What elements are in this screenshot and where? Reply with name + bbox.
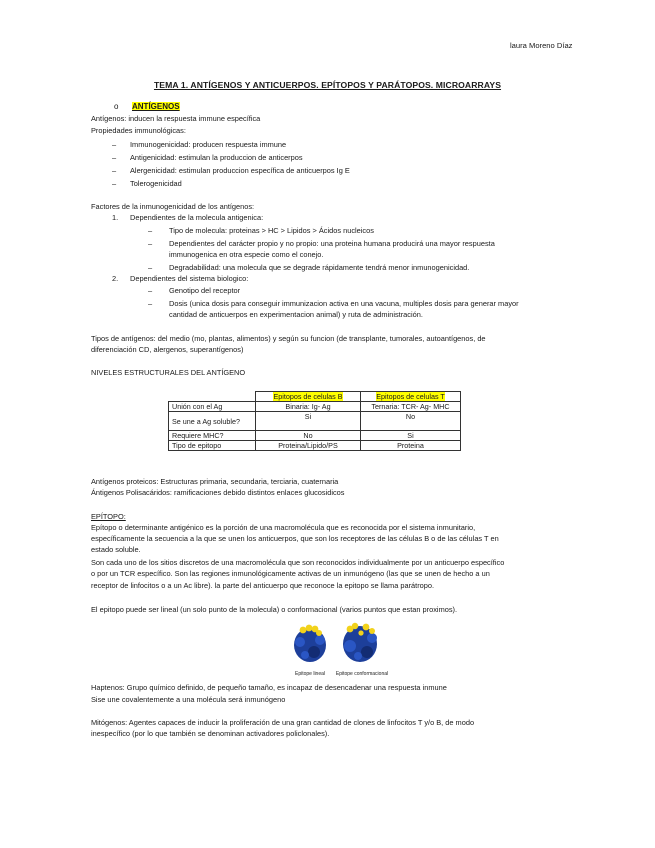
- factor-1-item: Tipo de molecula: proteinas > HC > Lipidos > Ácidos nucleicos: [169, 226, 374, 235]
- list-number: 1.: [112, 213, 119, 222]
- table-cell: Proteina/Lipido/PS: [256, 441, 361, 451]
- row-label: Unión con el Ag: [169, 402, 256, 412]
- table-header-row: [169, 392, 461, 402]
- dash-bullet: –: [112, 179, 117, 188]
- row-label: Tipo de epitopo: [169, 441, 256, 451]
- dash-bullet: –: [148, 299, 153, 308]
- factor-1-item-cont: immunogenica en otra especie como el conejo.: [169, 250, 324, 259]
- property-item: Antigenicidad: estimulan la produccion de anticerpos: [130, 153, 303, 162]
- structural-levels-title: NIVELES ESTRUCTURALES DEL ANTÍGENO: [91, 368, 246, 377]
- table-row: [169, 441, 461, 451]
- factor-2-item-cont: cantidad de anticuerpos en experimentacion animal) y ruta de administración.: [169, 310, 423, 319]
- antigen-types-cont: diferenciación CD, alergenos, superantígenos): [91, 345, 244, 354]
- haptens-definition: Haptenos: Grupo químico definido, de pequeño tamaño, es incapaz de desencadenar una respuesta inmune: [91, 683, 447, 692]
- epitope-lineal-line: El epitopo puede ser lineal (un solo punto de la molecula) o conformacional (varios puntos que estan proximos).: [91, 605, 458, 614]
- table-header-cell: [169, 392, 256, 402]
- table-row: [169, 412, 461, 431]
- epitope-comparison-table: [168, 391, 461, 451]
- document-title: TEMA 1. ANTÍGENOS Y ANTICUERPOS. EPÍTOPOS Y PARÁTOPOS. MICROARRAYS: [153, 80, 502, 90]
- epitope-text-line: Son cada uno de los sitios discretos de una macromolécula que son reconocidos individualmente por un anticuerpo específico: [91, 558, 505, 567]
- label-epitope-lineal: Epitope lineal: [294, 671, 326, 677]
- row-label: Se une a Ag soluble?: [169, 412, 256, 431]
- factors-title: Factores de la inmunogenicidad de los antígenos:: [91, 202, 255, 211]
- factor-2-item: Genotipo del receptor: [169, 286, 241, 295]
- dash-bullet: –: [112, 166, 117, 175]
- row-label: Requiere MHC?: [169, 431, 256, 441]
- list-number: 2.: [112, 274, 119, 283]
- haptens-note: Sise une covalentemente a una molécula será inmunógeno: [91, 695, 286, 704]
- table-header-cell: [256, 392, 361, 402]
- table-cell: Ternaria: TCR- Ag- MHC: [361, 402, 461, 412]
- epitope-figure: [288, 620, 398, 680]
- table-row: [169, 431, 461, 441]
- table-cell: Si: [256, 412, 361, 431]
- table-cell: No: [256, 431, 361, 441]
- table-row: [169, 402, 461, 412]
- factor-1-item: Degradabilidad: una molecula que se degrade rápidamente tendrá menor inmunogenicidad.: [169, 263, 470, 272]
- dash-bullet: –: [148, 263, 153, 272]
- epitope-text-line: Epítopo o determinante antigénico es la porción de una macromolécula que es reconocida por el sistema inmunitario,: [91, 523, 476, 532]
- property-item: Immunogenicidad: producen respuesta immune: [130, 140, 287, 149]
- epitope-text-line: o por un TCR específico. Son las regiones inmunológicamente activas de un inmunógeno (las que se unen de hecho a un: [91, 569, 490, 578]
- protein-antigens: Antígenos proteicos: Estructuras primaria, secundaria, terciaria, cuaternaria: [91, 477, 339, 486]
- table-cell: Si: [361, 431, 461, 441]
- epitope-heading: EPÍTOPO:: [91, 512, 126, 521]
- dash-bullet: –: [148, 286, 153, 295]
- properties-title: Propiedades immunológicas:: [91, 126, 186, 135]
- table-header-cell: [361, 392, 461, 402]
- factor-1-item: Dependientes del carácter propio y no propio: una proteina humana producirá una mayor respuesta: [169, 239, 495, 248]
- dash-bullet: –: [112, 153, 117, 162]
- author-name: laura Moreno Díaz: [510, 41, 573, 50]
- property-item: Alergenicidad: estimulan produccion específica de anticuerpos Ig E: [130, 166, 350, 175]
- dash-bullet: –: [148, 239, 153, 248]
- factor-1: Dependientes de la molecula antigenica:: [130, 213, 264, 222]
- table-cell: Binaria: Ig- Ag: [256, 402, 361, 412]
- mitogens-definition: Mitógenos: Agentes capaces de inducir la proliferación de una gran cantidad de clones de linfocitos T y/o B, de modo: [91, 718, 475, 727]
- factor-2: Dependientes del sistema biologico:: [130, 274, 249, 283]
- highlighted-heading: ANTÍGENOS: [132, 102, 180, 111]
- header-t-cells: Epitopos de celulas T: [376, 392, 445, 401]
- table-cell: Proteina: [361, 441, 461, 451]
- antigen-definition: Antígenos: inducen la respuesta immune específica: [91, 114, 261, 123]
- antigen-types: Tipos de antígenos: del medio (mo, plantas, alimentos) y según su funcion (de transplante, tumorales, autoantígenos, de: [91, 334, 486, 343]
- lineal-epitope-molecule: [294, 625, 326, 662]
- polysaccharide-antigens: Ántigenos Polisacáridos: ramificaciones debido distintos enlaces glucosidicos: [91, 488, 345, 497]
- dash-bullet: –: [112, 140, 117, 149]
- property-item: Tolerogenicidad: [130, 179, 182, 188]
- dash-bullet: –: [148, 226, 153, 235]
- list-bullet: o: [114, 102, 119, 111]
- epitope-text-line: receptor de linfocitos o a un Ac libre). la parte del anticuerpo que reconoce la epitopo se llama parátropo.: [91, 581, 435, 590]
- mitogens-note: inespecífico (por lo que también se denominan activadores policlonales).: [91, 729, 330, 738]
- factor-2-item: Dosis (unica dosis para conseguir immunizacion activa en una vacuna, multiples dosis para generar mayor: [169, 299, 519, 308]
- epitope-text-line: estado soluble.: [91, 545, 141, 554]
- label-epitope-conformacional: Epitope conformacional: [335, 671, 389, 677]
- section-heading-antigenos: [132, 102, 180, 112]
- header-b-cells: Epitopos de celulas B: [273, 392, 343, 401]
- epitope-text-line: específicamente la secuencia a la que se unen los anticuerpos, que son los receptores de las células B o de las células T en: [91, 534, 499, 543]
- conformational-epitope-molecule: [343, 623, 377, 662]
- table-cell: No: [361, 412, 461, 431]
